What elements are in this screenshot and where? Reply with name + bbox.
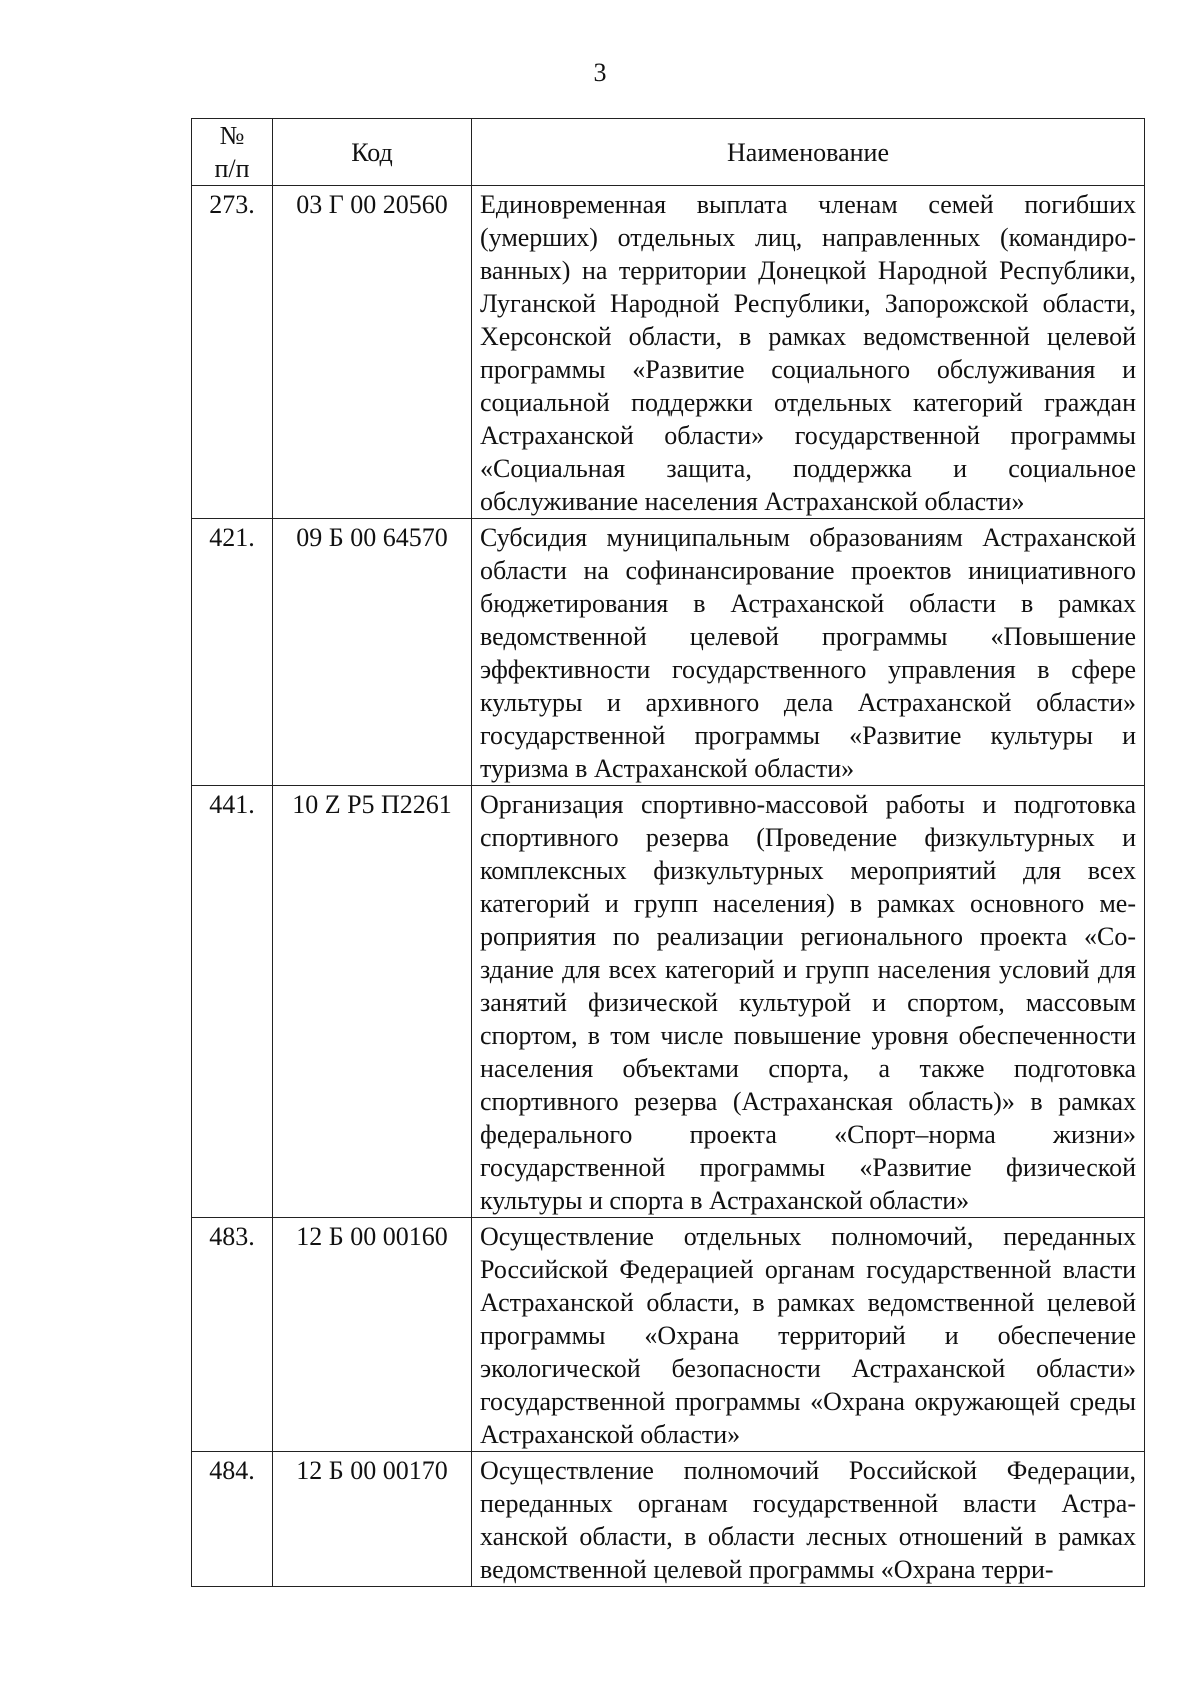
table-row <box>192 1452 1145 1587</box>
row-code: 09 Б 00 64570 <box>273 519 472 786</box>
row-name: Осуществление полномочий Российской Федерации, переданных органам государственной власти Астраханской области, в области лесных отношений в рамках ведомственной целевой программы «Охрана терри- <box>472 1452 1145 1587</box>
row-code: 10 Z P5 П2261 <box>273 786 472 1218</box>
budget-code-table <box>191 118 1145 1587</box>
row-name: Организация спортивно-массовой работы и подготовка спортивного резерва (Проведение физкультурных и комплексных физкультурных мероприятий для всех категорий и групп населения) в рамках основного мероприятия по реализации регионального проекта «Создание для всех категорий и групп населения условий для занятий физической культурой и спортом, массовым спортом, в том числе повышение уровня обеспеченности населения объектами спорта, а также подготовка спортивного резерва (Астраханская область)» в рамках федерального проекта «Спорт–норма жизни» государственной программы «Развитие физической культуры и спорта в Астраханской области» <box>472 786 1145 1218</box>
row-code: 03 Г 00 20560 <box>273 186 472 519</box>
row-number: 483. <box>192 1218 273 1452</box>
row-number: 273. <box>192 186 273 519</box>
row-code: 12 Б 00 00170 <box>273 1452 472 1587</box>
column-header-number-line1: № <box>219 121 245 150</box>
column-header-name: Наименование <box>472 119 1145 186</box>
row-name: Единовременная выплата членам семей погибших (умерших) отдельных лиц, направленных (командированных) на территории Донецкой Народной Республики, Луганской Народной Республики, Запорожской области, Херсонской области, в рамках ведомственной целевой программы «Развитие социального обслуживания и социальной поддержки отдельных категорий граждан Астраханской области» государственной программы «Социальная защита, поддержка и социальное обслуживание населения Астраханской области» <box>472 186 1145 519</box>
table-header-row <box>192 119 1145 186</box>
table-row <box>192 186 1145 519</box>
row-name: Осуществление отдельных полномочий, переданных Российской Федерацией органам государственной власти Астраханской области, в рамках ведомственной целевой программы «Охрана территорий и обеспечение экологической безопасности Астраханской области» государственной программы «Охрана окружающей среды Астраханской области» <box>472 1218 1145 1452</box>
row-number: 441. <box>192 786 273 1218</box>
column-header-number <box>192 119 273 186</box>
page-number: 3 <box>593 58 607 87</box>
row-code: 12 Б 00 00160 <box>273 1218 472 1452</box>
row-name: Субсидия муниципальным образованиям Астраханской области на софинансирование проектов инициативного бюджетирования в Астраханской области в рамках ведомственной целевой программы «Повышение эффективности государственного управления в сфере культуры и архивного дела Астраханской области» государственной программы «Развитие культуры и туризма в Астраханской области» <box>472 519 1145 786</box>
table-row <box>192 1218 1145 1452</box>
row-number: 421. <box>192 519 273 786</box>
table-row <box>192 519 1145 786</box>
table-row <box>192 786 1145 1218</box>
row-number: 484. <box>192 1452 273 1587</box>
column-header-code: Код <box>273 119 472 186</box>
column-header-number-line2: п/п <box>214 154 250 183</box>
